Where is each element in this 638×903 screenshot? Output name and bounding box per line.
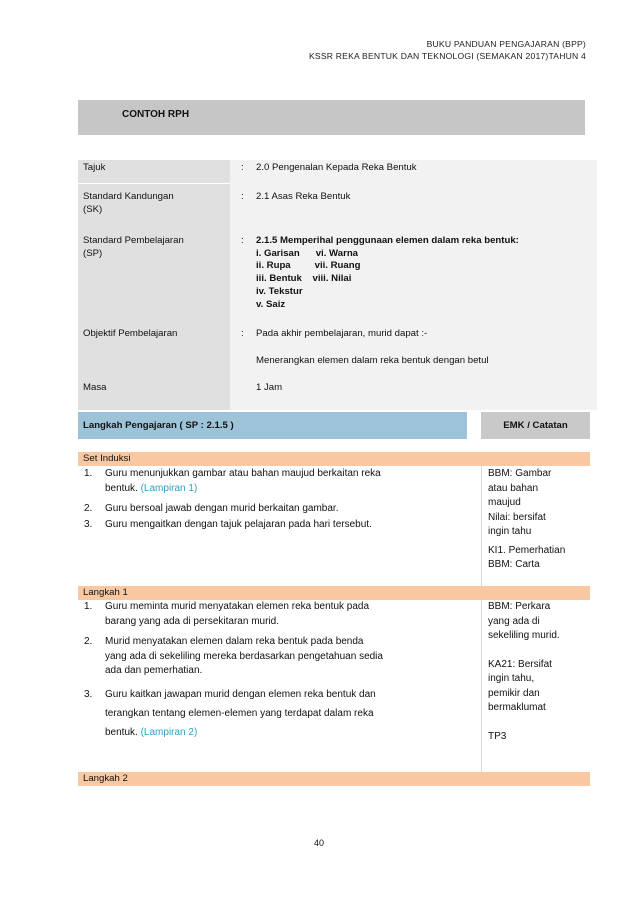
list-item: [84, 685, 464, 742]
note-line: KA21: Bersifat: [488, 658, 552, 670]
sp-value-line: v. Saiz: [256, 298, 286, 310]
tajuk-value: 2.0 Pengenalan Kepada Reka Bentuk: [256, 162, 417, 173]
note-line: sekeliling murid.: [488, 630, 560, 641]
masa-value: 1 Jam: [256, 382, 283, 393]
item-text: ada dan pemerhatian.: [105, 665, 203, 676]
item-text: yang ada di sekeliling mereka berdasarkan pengetahuan sedia: [105, 650, 383, 662]
emk-header-bar: [481, 412, 590, 439]
item-number: 3.: [84, 689, 93, 700]
list-item: [84, 635, 464, 679]
langkah-1-notes: [488, 600, 588, 744]
list-item: [84, 518, 464, 533]
note-line: atau bahan: [488, 482, 539, 494]
header-subject-title: KSSR REKA BENTUK DAN TEKNOLOGI (SEMAKAN 2017)TAHUN 4: [308, 51, 586, 61]
item-number: 3.: [84, 519, 93, 530]
sp-value-line: iv. Tekstur: [256, 285, 303, 297]
note-line: ingin tahu,: [488, 673, 535, 684]
item-text-line: [105, 482, 464, 497]
item-text: barang yang ada di persekitaran murid.: [105, 615, 279, 627]
sp-value-line: ii. Rupa vii. Ruang: [256, 260, 361, 272]
masa-label: Masa: [83, 382, 107, 393]
note-line: BBM: Gambar: [488, 468, 552, 479]
emk-header: EMK / Catatan: [503, 420, 568, 431]
item-number: 2.: [84, 503, 93, 514]
sp-value-line: i. Garisan vi. Warna: [256, 247, 359, 259]
header-book-title: BUKU PANDUAN PENGAJARAN (BPP): [426, 39, 586, 49]
colon: :: [241, 235, 244, 246]
note-line: Nilai: bersifat: [488, 511, 546, 523]
sp-value: [256, 235, 519, 311]
objektif-value: Pada akhir pembelajaran, murid dapat :-: [256, 328, 428, 339]
sp-label-line: Standard Pembelajaran: [83, 235, 184, 246]
sk-value: 2.1 Asas Reka Bentuk: [256, 191, 351, 202]
item-text: Guru kaitkan jawapan murid dengan elemen reka bentuk dan: [105, 689, 376, 700]
lesson-info-table: [78, 160, 597, 410]
item-text: Murid menyatakan elemen dalam reka bentuk pada benda: [105, 636, 364, 647]
set-induksi-notes: [488, 467, 588, 573]
objektif-label: Objektif Pembelajaran: [83, 328, 178, 339]
note-line: TP3: [488, 730, 507, 742]
steps-header: Langkah Pengajaran ( SP : 2.1.5 ): [83, 420, 234, 431]
steps-header-bar: [78, 412, 467, 439]
langkah-1-title: Langkah 1: [83, 587, 128, 598]
colon: :: [241, 191, 244, 202]
note-line: maujud: [488, 497, 521, 508]
item-text-line: [105, 723, 464, 742]
sk-label-line: Standard Kandungan: [83, 191, 174, 202]
sp-label-line: (SP): [83, 247, 103, 259]
sp-label: [83, 235, 184, 260]
rph-title: CONTOH RPH: [122, 109, 190, 120]
note-line: BBM: Carta: [488, 559, 540, 570]
langkah-2-title: Langkah 2: [83, 773, 128, 784]
item-text: Guru bersoal jawab dengan murid berkaitan gambar.: [105, 503, 339, 514]
item-text-part: bentuk.: [105, 482, 141, 494]
item-number: 1.: [84, 468, 93, 479]
note-line: KI1. Pemerhatian: [488, 544, 566, 556]
set-induksi-title: Set Induksi: [83, 453, 131, 464]
sp-value-line: 2.1.5 Memperihal penggunaan elemen dalam reka bentuk:: [256, 235, 519, 246]
item-text-part: bentuk.: [105, 727, 141, 738]
sk-label-line: (SK): [83, 203, 103, 215]
item-text: Guru mengaitkan dengan tajuk pelajaran pada hari tersebut.: [105, 519, 372, 530]
list-item: [84, 467, 464, 496]
item-number: 2.: [84, 636, 93, 647]
column-divider: [481, 600, 482, 772]
tajuk-label: Tajuk: [83, 162, 106, 173]
list-item: [84, 502, 464, 517]
set-induksi-bar: [78, 452, 590, 466]
item-text: Guru menunjukkan gambar atau bahan maujud berkaitan reka: [105, 468, 381, 479]
rph-title-bar: [78, 100, 585, 135]
note-line: yang ada di: [488, 615, 540, 627]
colon: :: [241, 328, 244, 339]
row-separator: [78, 183, 230, 184]
note-line: bermaklumat: [488, 702, 546, 713]
item-number: 1.: [84, 601, 93, 612]
item-text: terangkan tentang elemen-elemen yang terdapat dalam reka: [105, 708, 374, 719]
page-number: 40: [313, 838, 324, 848]
list-item: [84, 600, 464, 629]
langkah-2-bar: [78, 772, 590, 786]
objektif-value-detail: Menerangkan elemen dalam reka bentuk dengan betul: [256, 355, 489, 366]
item-text: Guru meminta murid menyatakan elemen reka bentuk pada: [105, 601, 370, 612]
note-line: pemikir dan: [488, 687, 540, 699]
sp-value-line: iii. Bentuk viii. Nilai: [256, 273, 352, 285]
column-divider: [481, 466, 482, 586]
sk-label: [83, 191, 174, 216]
note-line: BBM: Perkara: [488, 601, 551, 612]
note-line: ingin tahu: [488, 526, 532, 537]
colon: :: [241, 162, 244, 173]
lampiran-2-link[interactable]: (Lampiran 2): [140, 727, 198, 738]
lampiran-1-link[interactable]: (Lampiran 1): [140, 482, 198, 494]
langkah-1-bar: [78, 586, 590, 600]
